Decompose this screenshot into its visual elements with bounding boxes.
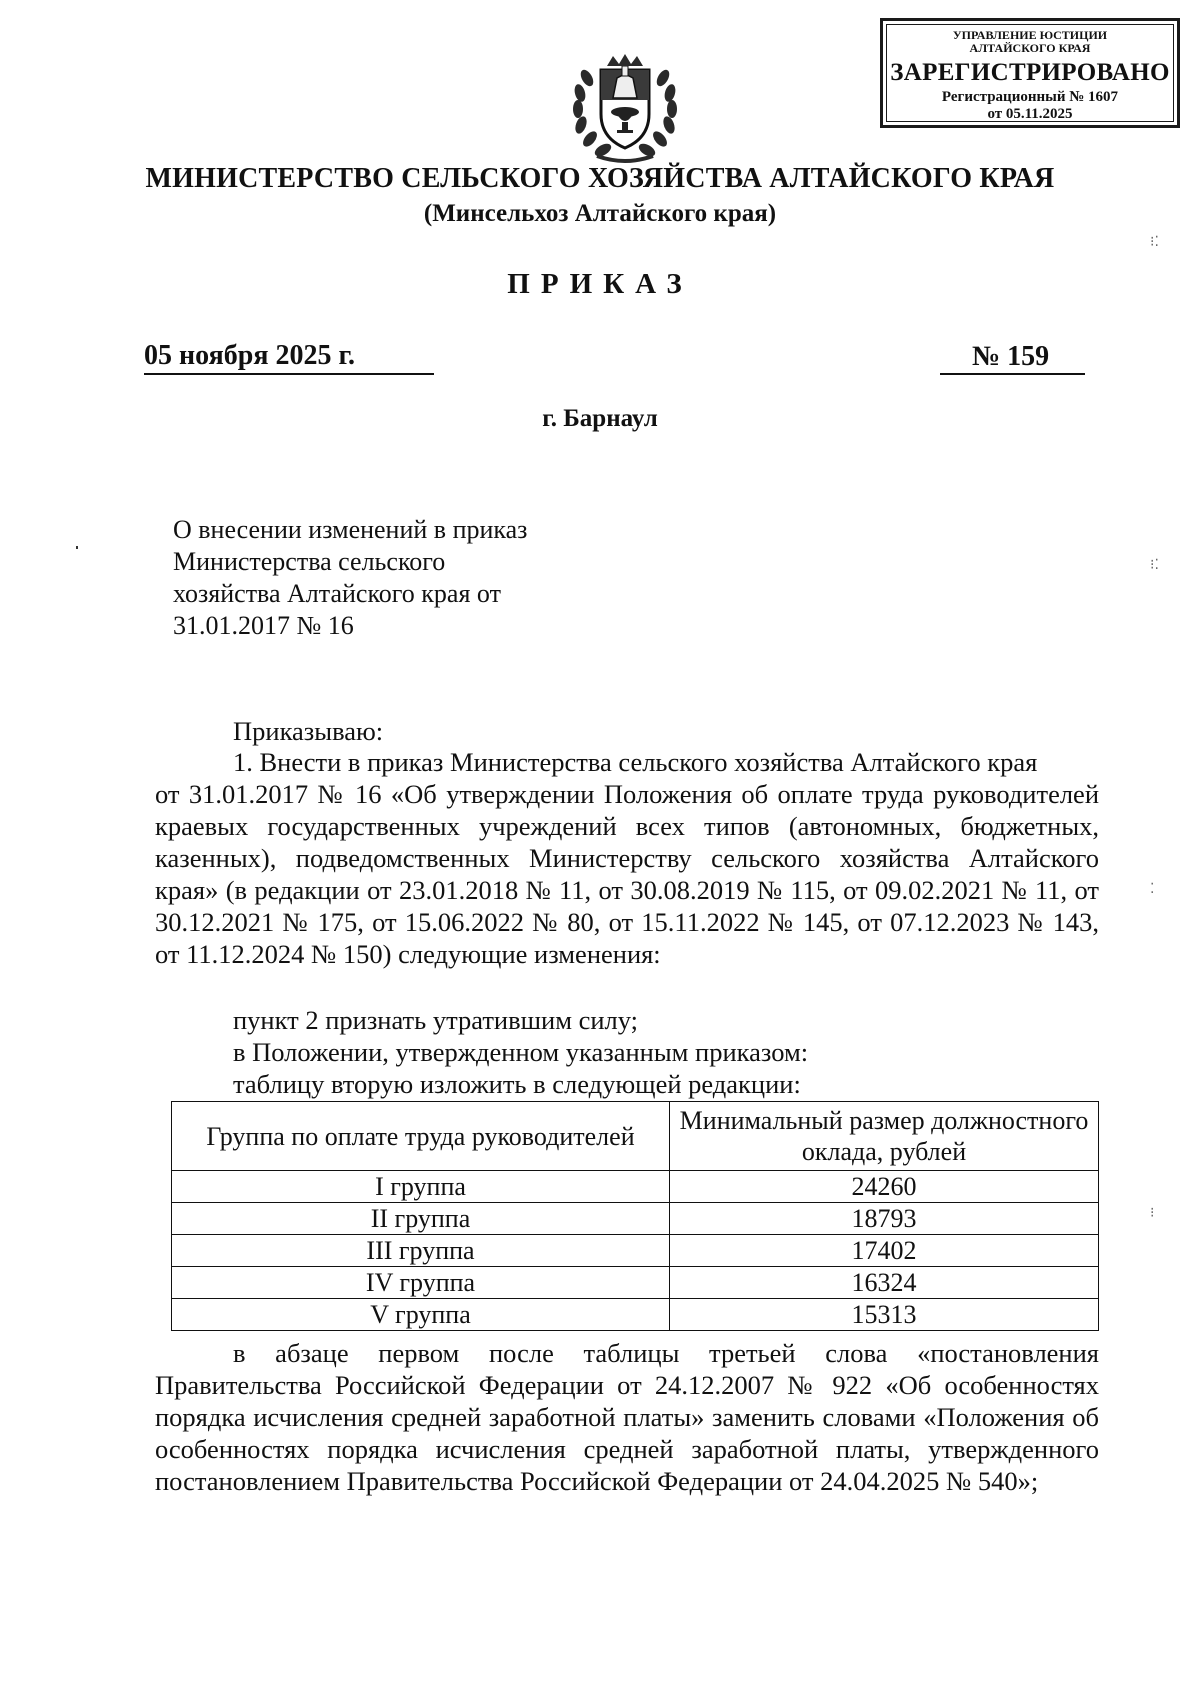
group-cell: I группа [172,1171,670,1203]
document-type: ПРИКАЗ [507,268,693,300]
salary-cell: 16324 [670,1267,1099,1299]
salary-cell: 24260 [670,1171,1099,1203]
position-line: в Положении, утвержденном указанным приказом: [233,1037,809,1067]
scan-speck [76,546,78,549]
subject-line: 31.01.2017 № 16 [173,611,354,640]
after-table-text: в абзаце первом после таблицы третьей слова «постановления Правительства Российской Федерации от 24.12.2007 № 922 «Об особенностях порядка исчисления средней заработной платы» заменить словами «Положения об особенностях порядка исчисления средней заработной платы, утвержденного постановлением Правительства Российской Федерации от 24.04.2025 № 540»; [155,1338,1099,1496]
table-row [172,1267,1099,1299]
altai-krai-coat-of-arms-icon [567,48,683,168]
table-header-group: Группа по оплате труда руководителей [172,1102,670,1171]
item-1-paragraph [155,746,1099,970]
subject-line: Министерства сельского [173,547,446,576]
city: г. Барнаул [542,405,658,432]
item-1-text: от 31.01.2017 № 16 «Об утверждении Положения об оплате труда руководителей краевых государственных учреждений всех типов (автономных, бюджетных, казенных), подведомственных Министерству сельского хозяйства Алтайского края» (в редакции от 23.01.2018 № 11, от 30.08.2019 № 115, от 09.02.2021 № 11, от 30.12.2021 № 175, от 15.06.2022 № 80, от 15.11.2022 № 145, от 07.12.2023 № 143, от 11.12.2024 № 150) следующие изменения: [155,779,1099,969]
cancel-point-line: пункт 2 признать утратившим силу; [233,1005,639,1035]
registration-stamp [880,18,1180,128]
order-word: Приказываю: [233,716,384,746]
date-underline [144,373,434,375]
ministry-title: МИНИСТЕРСТВО СЕЛЬСКОГО ХОЗЯЙСТВА АЛТАЙСКОГО КРАЯ [145,163,1055,194]
group-cell: IV группа [172,1267,670,1299]
stamp-reg-date: от 05.11.2025 [987,106,1073,122]
group-cell: V группа [172,1299,670,1331]
group-cell: III группа [172,1235,670,1267]
order-number: № 159 [972,341,1050,372]
table-row [172,1203,1099,1235]
salary-group-table [171,1101,1099,1331]
group-cell: II группа [172,1203,670,1235]
table-row [172,1171,1099,1203]
salary-cell: 17402 [670,1235,1099,1267]
scan-mark: ⁝ [1150,1206,1155,1221]
table-row [172,1235,1099,1267]
order-date: 05 ноября 2025 г. [144,340,356,371]
subject-line: хозяйства Алтайского края от [173,579,501,608]
scan-mark: ⁚ [1150,882,1155,897]
ministry-short-name: (Минсельхоз Алтайского края) [423,200,777,227]
number-underline [940,373,1085,375]
order-subject [173,514,593,642]
stamp-status: ЗАРЕГИСТРИРОВАНО [890,59,1170,86]
table-row [172,1299,1099,1331]
item-1-first-line: 1. Внести в приказ Министерства сельского хозяйства Алтайского края [233,747,1038,777]
table-header-row [172,1102,1099,1171]
scan-mark: ⁝⁚ [1150,235,1159,250]
scan-mark: ⁝⁚ [1150,558,1159,573]
salary-cell: 18793 [670,1203,1099,1235]
table-header-salary: Минимальный размер должностного оклада, рублей [670,1102,1099,1171]
stamp-reg-number: Регистрационный № 1607 [941,89,1119,105]
after-table-paragraph [155,1337,1099,1497]
subject-line: О внесении изменений в приказ [173,515,528,544]
salary-cell: 15313 [670,1299,1099,1331]
stamp-line-2: АЛТАЙСКОГО КРАЯ [969,41,1091,55]
stamp-line-1: УПРАВЛЕНИЕ ЮСТИЦИИ [952,28,1108,42]
table-intro-line: таблицу вторую изложить в следующей редакции: [233,1069,801,1099]
